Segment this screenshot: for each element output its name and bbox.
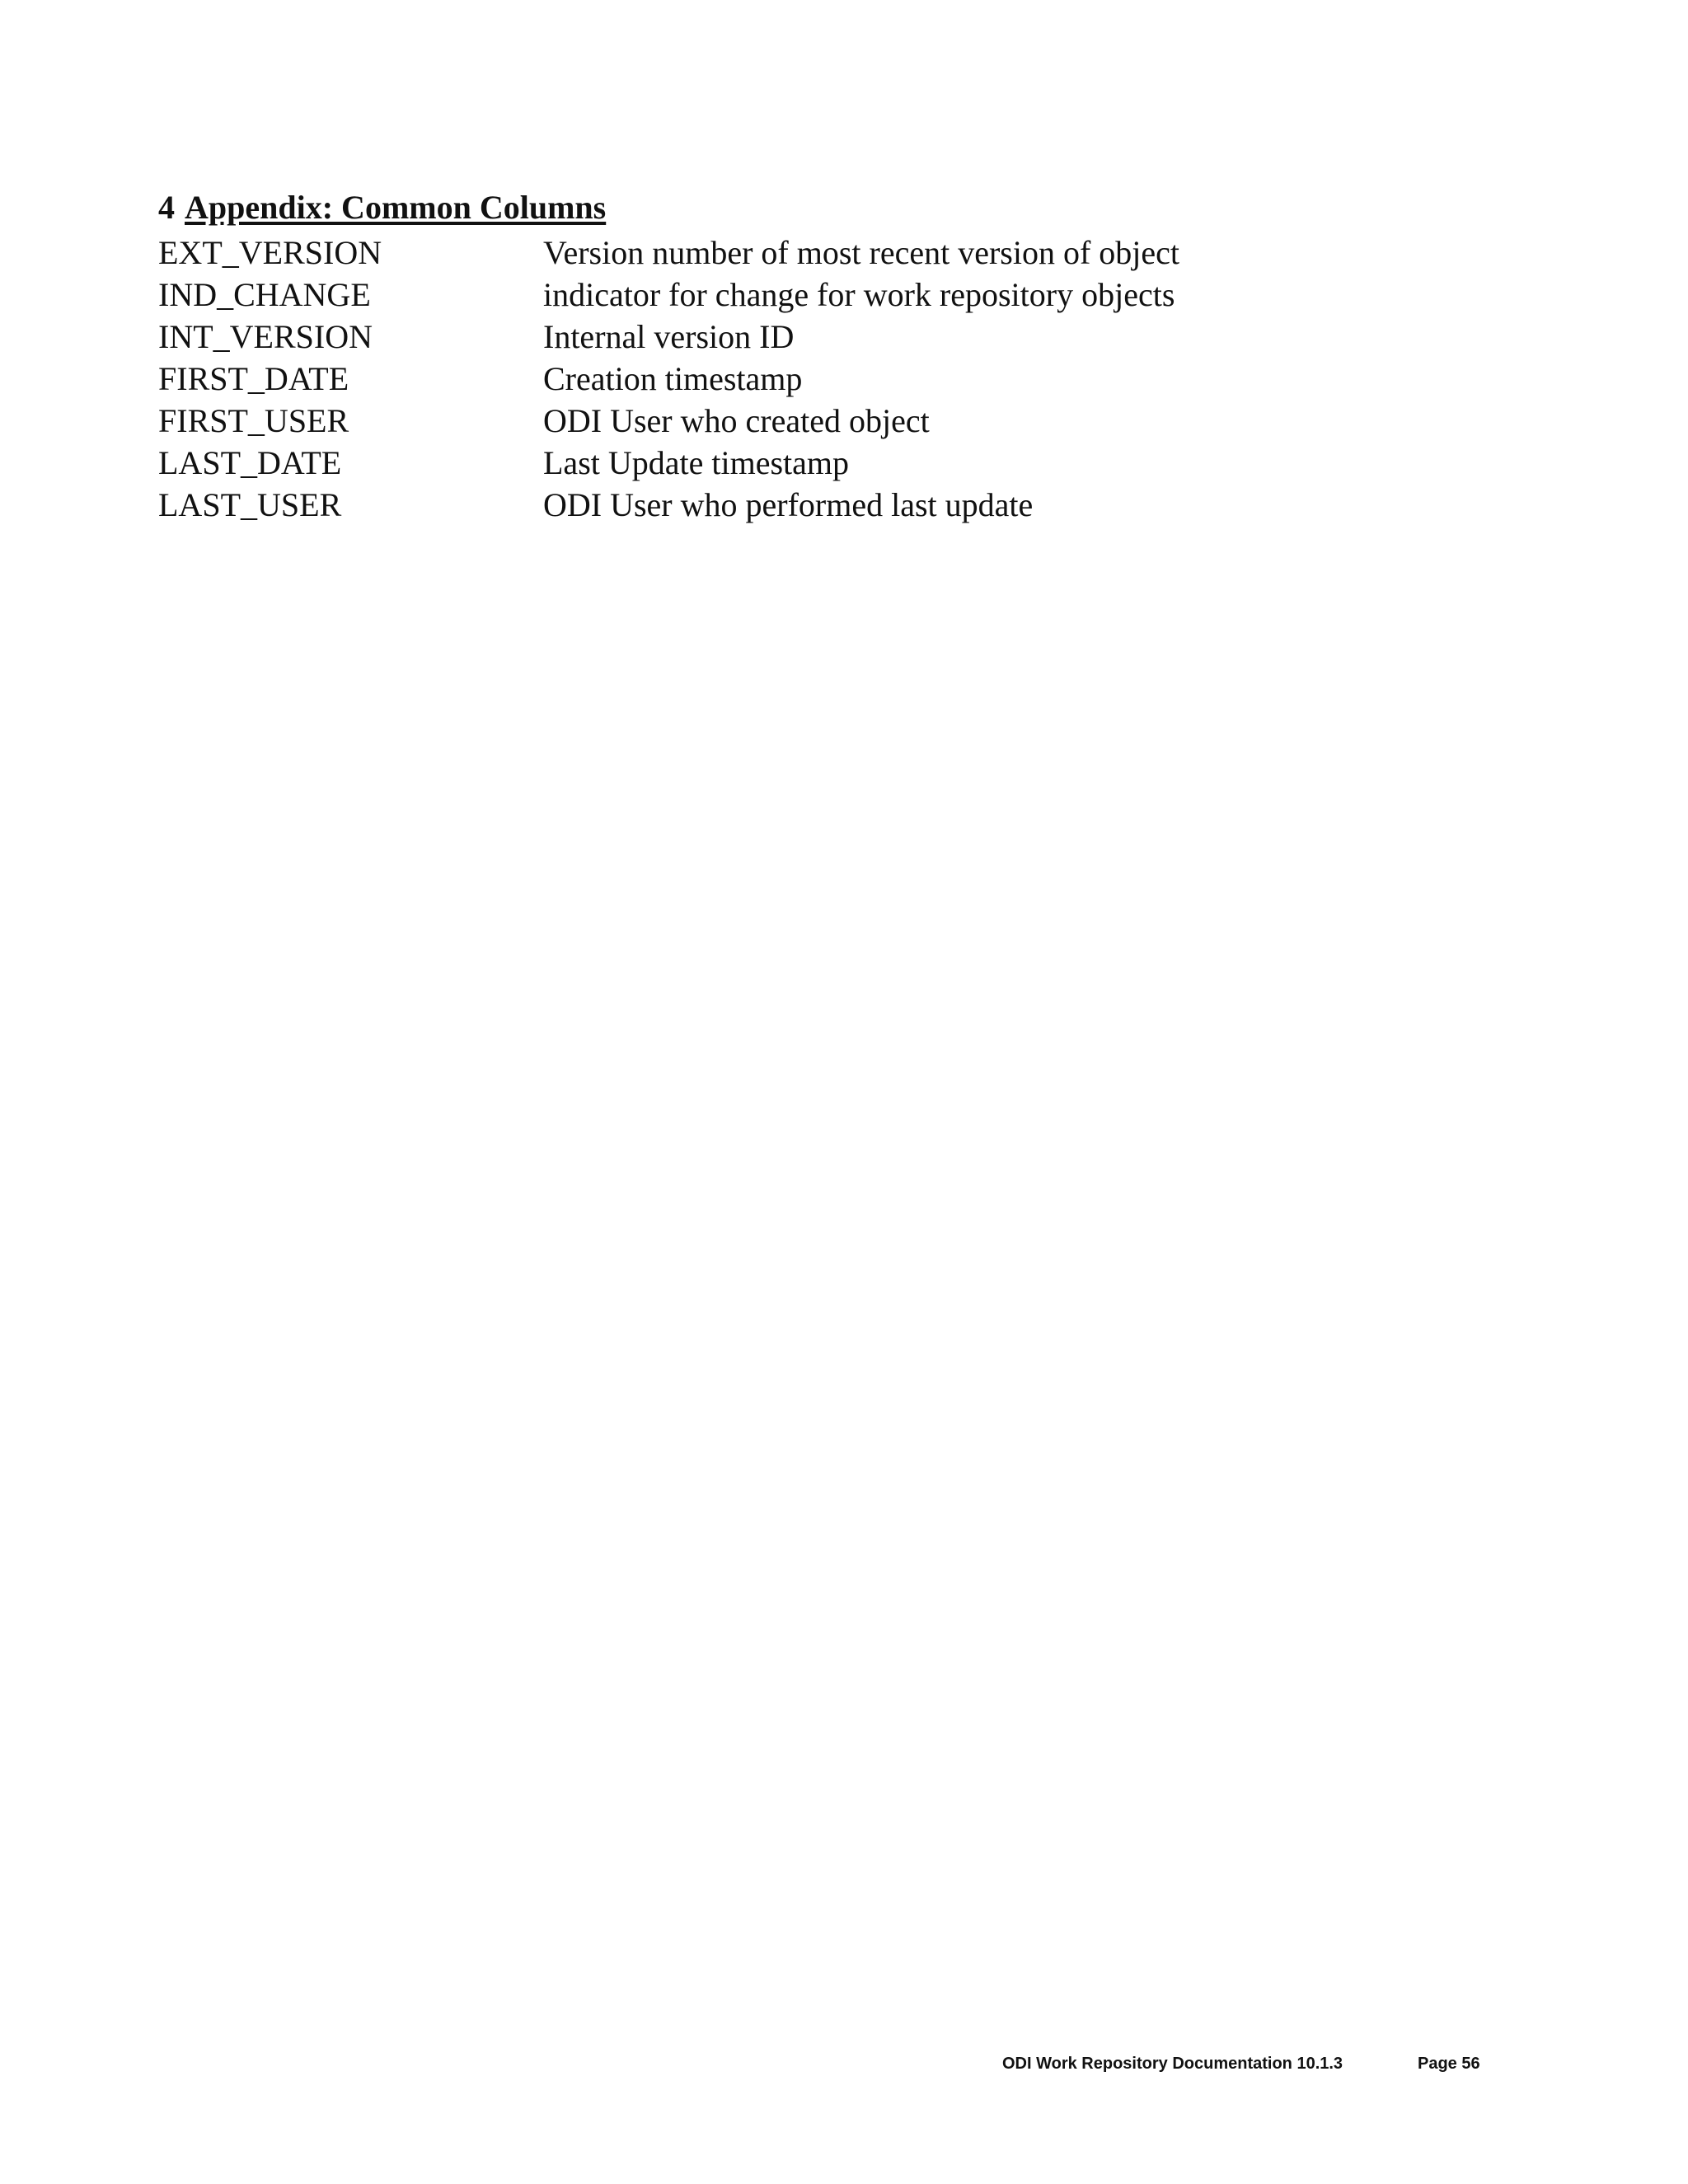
column-name: INT_VERSION: [158, 318, 373, 355]
column-description: Creation timestamp: [543, 360, 803, 397]
column-description: indicator for change for work repository objects: [543, 276, 1175, 313]
footer-document-title: ODI Work Repository Documentation 10.1.3: [1002, 2055, 1343, 2073]
column-row: [158, 274, 1230, 316]
column-description: Last Update timestamp: [543, 444, 850, 481]
column-row: [158, 358, 1230, 400]
column-row: [158, 232, 1230, 274]
section-number: 4: [158, 189, 175, 226]
column-row: [158, 442, 1230, 484]
column-name: EXT_VERSION: [158, 234, 382, 271]
column-row: [158, 316, 1230, 358]
column-name: LAST_DATE: [158, 444, 342, 481]
column-name: LAST_USER: [158, 486, 342, 523]
column-description: ODI User who created object: [543, 402, 930, 439]
footer-page-number: Page 56: [1418, 2055, 1480, 2073]
column-name: FIRST_DATE: [158, 360, 349, 397]
column-row: [158, 400, 1230, 442]
column-row: [158, 484, 1230, 526]
column-description: Internal version ID: [543, 318, 795, 355]
column-description: ODI User who performed last update: [543, 486, 1034, 523]
section-title: Appendix: Common Columns: [185, 189, 607, 226]
column-description: Version number of most recent version of object: [543, 234, 1180, 271]
section-heading: [158, 186, 606, 229]
column-name: FIRST_USER: [158, 402, 349, 439]
column-name: IND_CHANGE: [158, 276, 371, 313]
common-columns-list: [158, 232, 1230, 526]
